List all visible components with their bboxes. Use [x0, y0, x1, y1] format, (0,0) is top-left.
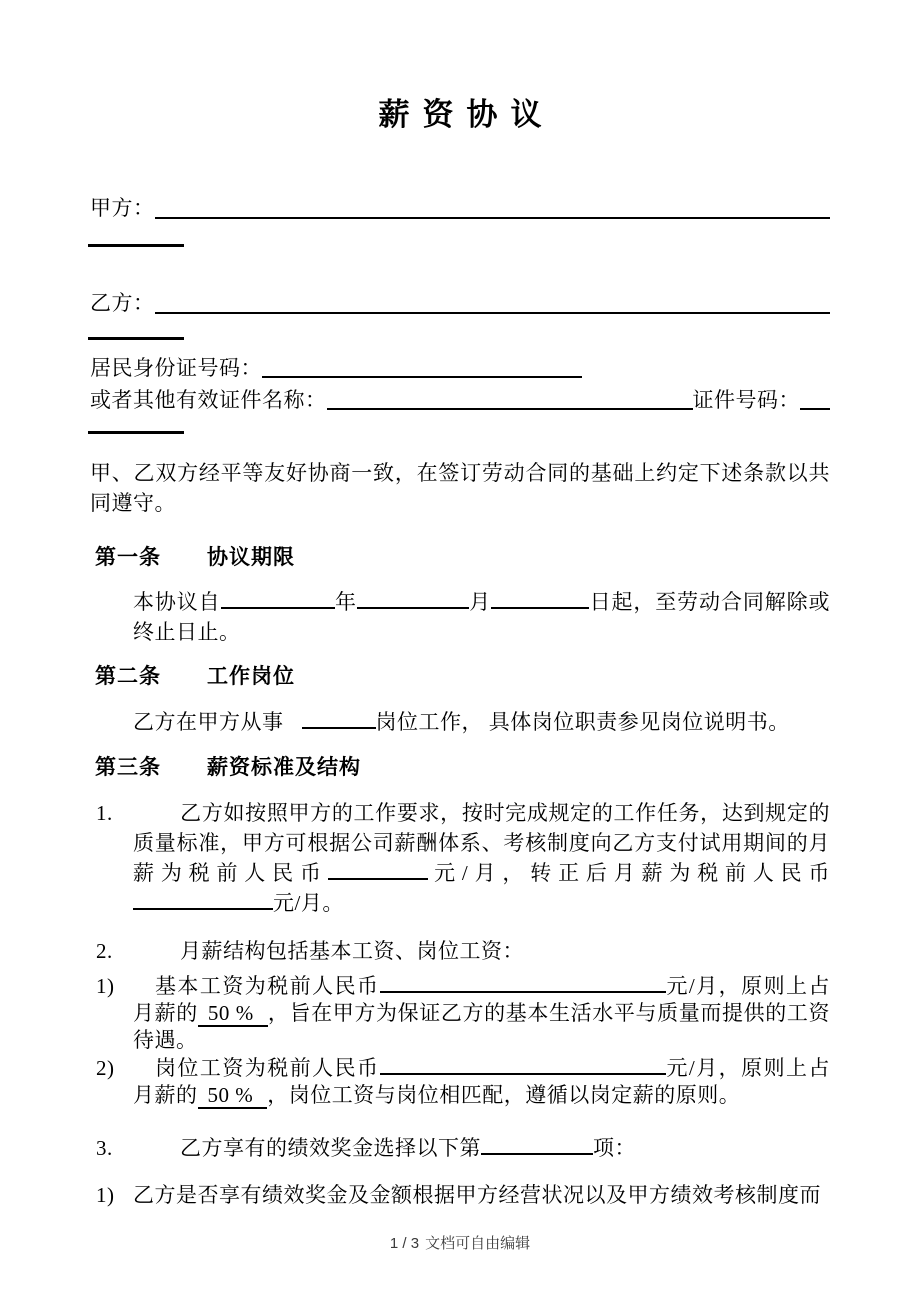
post-wage-blank[interactable]: [380, 1059, 666, 1075]
article-2-heading: [90, 663, 830, 691]
party-b-line-continuation[interactable]: [88, 337, 184, 340]
sub-item-2: [90, 1055, 830, 1109]
sub-item-1-text: 基本工资为税前人民币: [154, 974, 380, 998]
article-1-body: [133, 587, 830, 647]
sub-item-3: [90, 1180, 830, 1210]
clause-item-3: [90, 1133, 830, 1163]
other-cert-input-line[interactable]: [327, 396, 693, 410]
article-1-heading: [90, 544, 830, 572]
sub-item-2-number: 2): [96, 1056, 115, 1080]
clause-item-2-number: 2.: [96, 939, 113, 963]
article-2-number: 第二条: [95, 665, 161, 688]
sub-item-1-number: 1): [96, 974, 115, 998]
basic-wage-percentage: 50 %: [198, 1001, 268, 1027]
clause-item-1-text-3: 元/月。: [273, 891, 344, 915]
article-1-number: 第一条: [95, 546, 161, 569]
party-b-row: [90, 286, 830, 320]
party-a-label: 甲方：: [90, 196, 155, 220]
article-3-number: 第三条: [95, 756, 161, 779]
start-day-blank[interactable]: [491, 593, 589, 609]
year-label: 年: [334, 590, 357, 614]
page-indicator: 1 / 3: [389, 1235, 420, 1252]
clause-item-2: [90, 936, 830, 966]
footer-note: 文档可自由编辑: [425, 1235, 531, 1252]
clause-item-1-text-2: 元/月，转正后月薪为税前人民币: [427, 861, 830, 885]
post-wage-percentage: 50 %: [198, 1083, 268, 1109]
article-2-text-end: 岗位工作， 具体岗位职责参见岗位说明书。: [375, 710, 790, 734]
article-3-heading: [90, 754, 830, 782]
id-number-label: 居民身份证号码：: [90, 356, 262, 380]
sub-item-2-text-3: ，岗位工资与岗位相匹配，遵循以岗定薪的原则。: [267, 1083, 741, 1107]
article-1-text-end: 日起，至劳动合同解除或终止日止。: [133, 590, 831, 644]
start-month-blank[interactable]: [357, 593, 469, 609]
start-year-blank[interactable]: [221, 593, 335, 609]
clause-item-1-number: 1.: [96, 801, 113, 825]
sub-item-2-text: 岗位工资为税前人民币: [154, 1056, 380, 1080]
sub-item-2-text-2: 元/月，原则上占月薪的: [133, 1056, 830, 1107]
other-cert-row: [90, 384, 830, 416]
preamble-paragraph: 甲、乙双方经平等友好协商一致，在签订劳动合同的基础上约定下述条款以共同遵守。: [90, 461, 830, 515]
party-a-row: [90, 191, 830, 225]
other-cert-label: 或者其他有效证件名称：: [90, 388, 327, 412]
id-number-row: [90, 352, 830, 384]
article-1-title: 协议期限: [207, 546, 295, 569]
clause-item-3-number: 3.: [96, 1136, 113, 1160]
regular-salary-blank[interactable]: [133, 894, 273, 910]
id-number-input-line[interactable]: [262, 364, 582, 378]
clause-item-3-text-2: 项：: [593, 1136, 636, 1160]
article-2-title: 工作岗位: [207, 665, 295, 688]
clause-item-3-text: 乙方享有的绩效奖金选择以下第: [180, 1136, 481, 1160]
cert-number-label: 证件号码：: [692, 388, 800, 412]
clause-item-1-text: 乙方如按照甲方的工作要求，按时完成规定的工作任务，达到规定的质量标准，甲方可根据公司薪酬体系、考核制度向乙方支付试用期间的月薪为税前人民币: [133, 801, 830, 885]
month-label: 月: [468, 590, 492, 614]
party-a-input-line[interactable]: [155, 205, 831, 219]
sub-item-3-text: 乙方是否享有绩效奖金及金额根据甲方经营状况以及甲方绩效考核制度而: [133, 1183, 821, 1207]
article-2-text-start: 乙方在甲方从事: [133, 710, 284, 734]
sub-item-1-text-2: 元/月，原则上占月薪的: [133, 974, 830, 1025]
clause-item-1: [90, 798, 830, 918]
cert-number-input-line[interactable]: [800, 396, 830, 410]
job-position-blank[interactable]: [302, 713, 376, 729]
party-a-line-continuation[interactable]: [88, 244, 184, 247]
article-2-body: [133, 707, 830, 737]
sub-item-1-text-3: ，旨在甲方为保证乙方的基本生活水平与质量而提供的工资待遇。: [133, 1001, 830, 1052]
party-b-input-line[interactable]: [155, 300, 831, 314]
party-b-label: 乙方：: [90, 291, 155, 315]
bonus-option-blank[interactable]: [481, 1139, 593, 1155]
sub-item-1: [90, 973, 830, 1054]
sub-item-3-number: 1): [96, 1183, 115, 1207]
probation-salary-blank[interactable]: [328, 864, 428, 880]
page-footer: [0, 1232, 920, 1253]
cert-number-line-continuation[interactable]: [88, 431, 184, 434]
basic-wage-blank[interactable]: [380, 977, 666, 993]
page-title: 薪资协议: [378, 97, 555, 132]
article-3-title: 薪资标准及结构: [207, 756, 361, 779]
clause-item-2-text: 月薪结构包括基本工资、岗位工资：: [180, 939, 524, 963]
article-1-text-start: 本协议自: [133, 590, 221, 614]
